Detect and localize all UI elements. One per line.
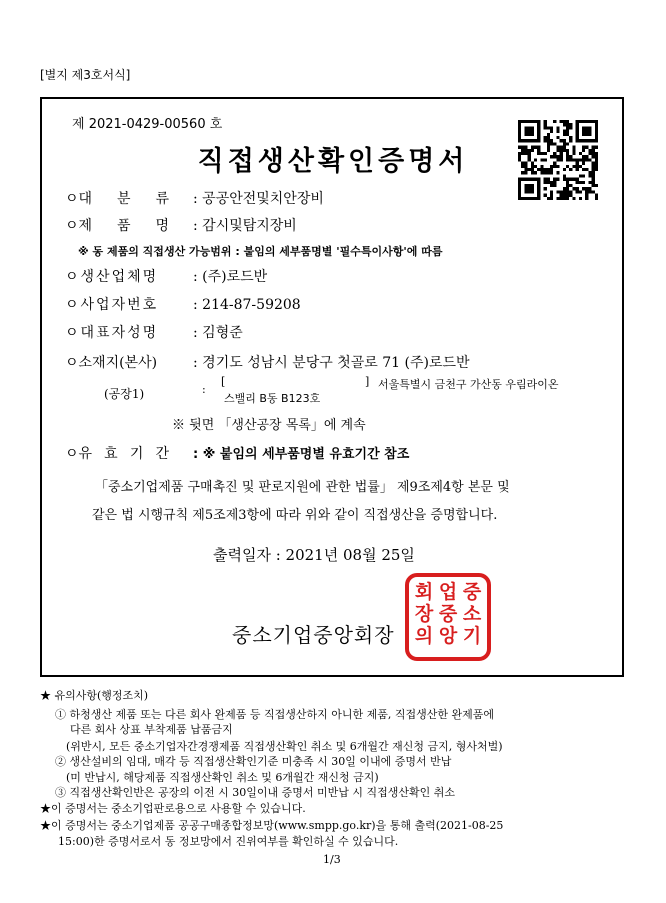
field-category-value: : 공공안전및치안장비 (193, 191, 324, 207)
qr-module (553, 120, 556, 123)
qr-module (544, 187, 547, 190)
qr-module (585, 187, 588, 190)
statement-line-1: 「중소기업제품 구매촉진 및 판로지원에 관한 법률」 제9조제4항 본문 및 (95, 480, 510, 495)
qr-module (595, 197, 598, 200)
qr-module (547, 197, 550, 200)
qr-module (563, 133, 566, 136)
field-product-value: : 감시및탐지장비 (193, 218, 297, 234)
seal-char: 장 (414, 603, 434, 625)
qr-module (566, 194, 569, 197)
field-ceo (65, 322, 243, 342)
form-label: [별지 제3호서식] (40, 68, 131, 82)
qr-module (556, 126, 559, 129)
qr-module (547, 126, 550, 129)
qr-module (563, 130, 566, 133)
qr-module (550, 190, 553, 193)
field-ceo-value: : 김형준 (193, 325, 243, 341)
note-item: ★이 증명서는 중소기업판로용으로 사용할 수 있습니다. (40, 802, 306, 815)
qr-module (563, 178, 566, 181)
qr-module (579, 181, 582, 184)
qr-module (544, 123, 547, 126)
page-number: 1/3 (323, 853, 341, 866)
qr-module (563, 197, 566, 200)
field-category (65, 188, 324, 208)
note-item: ★이 증명서는 중소기업제품 공공구매종합정보망(www.smpp.go.kr)을 통해 출력(2021-08-25 (40, 819, 504, 832)
qr-module (576, 190, 579, 193)
field-biz-number-value: : 214-87-59208 (193, 297, 301, 313)
field-ceo-label: ㅇ대표자성명 (65, 325, 159, 341)
field-product-label: ㅇ제 품 명 (65, 218, 169, 234)
qr-module (566, 120, 569, 123)
qr-finder (524, 184, 534, 194)
qr-module (588, 187, 591, 190)
qr-module (588, 181, 591, 184)
qr-module (553, 184, 556, 187)
qr-module (547, 181, 550, 184)
issuer-name: 중소기업중앙회장 (232, 623, 395, 647)
qr-module (585, 194, 588, 197)
qr-module (544, 181, 547, 184)
qr-finder (524, 126, 534, 136)
qr-module (547, 133, 550, 136)
qr-module (572, 178, 575, 181)
qr-module (592, 184, 595, 187)
qr-module (569, 178, 572, 181)
notes-heading: ★ 유의사항(행정조치) (40, 689, 149, 702)
qr-module (563, 123, 566, 126)
note-item: ① 하청생산 제품 또는 다른 회사 완제품 등 직접생산하지 아니한 제품, 직접생산한 완제품에 (55, 708, 494, 721)
qr-module (566, 133, 569, 136)
qr-module (550, 197, 553, 200)
note-item: (미 반납시, 해당제품 직접생산확인 취소 및 6개월간 재신청 금지) (66, 771, 379, 784)
field-validity-value: : ※ 붙임의 세부품명별 유효기간 참조 (193, 447, 410, 462)
field-category-label: ㅇ대 분 류 (65, 191, 169, 207)
seal-char: 중 (438, 603, 458, 625)
qr-module (544, 126, 547, 129)
field-address (65, 352, 470, 372)
qr-module (563, 194, 566, 197)
qr-module (544, 178, 547, 181)
qr-module (566, 197, 569, 200)
qr-module (592, 178, 595, 181)
note-item: (위반시, 모든 중소기업자간경쟁제품 직접생산확인 취소 및 6개월간 재신청 금지, 형사처벌) (66, 740, 503, 753)
back-note: ※ 뒷면 「생산공장 목록」에 계속 (172, 418, 366, 433)
seal-char: 업 (438, 581, 458, 603)
qr-module (553, 178, 556, 181)
qr-module (550, 126, 553, 129)
qr-module (585, 190, 588, 193)
qr-module (569, 184, 572, 187)
qr-module (556, 178, 559, 181)
note-item: ② 생산설비의 임대, 매각 등 직접생산확인기준 미충족 시 30일 이내에 증명서 반납 (55, 755, 452, 768)
qr-module (569, 194, 572, 197)
field-address-value: : 경기도 성남시 분당구 첫골로 71 (주)로드반 (193, 355, 470, 371)
note-item: 15:00)한 증명서로서 동 정보망에서 진위여부를 확인하실 수 있습니다. (58, 835, 399, 848)
note-item: 다른 회사 상표 부착제품 납품금지 (70, 723, 233, 736)
field-validity-label: ㅇ유 효 기 간 (65, 446, 169, 462)
qr-module (553, 181, 556, 184)
qr-module (579, 190, 582, 193)
print-date: 출력일자 : 2021년 08월 25일 (213, 546, 415, 564)
seal-char: 의 (414, 625, 434, 647)
qr-module (566, 187, 569, 190)
qr-module (550, 184, 553, 187)
seal-char: 소 (462, 603, 482, 625)
qr-module (595, 184, 598, 187)
scope-note: ※ 동 제품의 직접생산 가능범위 : 붙임의 세부품명별 '필수특이사항'에 따름 (78, 245, 443, 258)
qr-module (569, 190, 572, 193)
note-item: ③ 직접생산확인반은 공장의 이전 시 30일이내 증명서 미반납 시 직접생산확인 취소 (55, 786, 455, 799)
qr-module (566, 130, 569, 133)
qr-module (572, 197, 575, 200)
qr-module (566, 126, 569, 129)
qr-module (592, 190, 595, 193)
qr-module (566, 184, 569, 187)
official-seal-icon (404, 572, 492, 662)
qr-module (556, 190, 559, 193)
qr-module (566, 123, 569, 126)
qr-module (550, 130, 553, 133)
seal-char: 회 (414, 581, 434, 603)
statement-line-2: 같은 법 시행규칙 제5조제3항에 따라 위와 같이 직접생산을 증명합니다. (92, 508, 498, 523)
qr-module (556, 197, 559, 200)
qr-module (560, 120, 563, 123)
field-company (65, 266, 267, 286)
qr-module (576, 187, 579, 190)
seal-char: 앙 (438, 625, 458, 647)
qr-finder (582, 126, 592, 136)
seal-char: 중 (462, 581, 482, 603)
qr-module (544, 194, 547, 197)
qr-module (566, 181, 569, 184)
qr-module (544, 120, 547, 123)
qr-module (566, 190, 569, 193)
qr-module (588, 190, 591, 193)
qr-module (576, 178, 579, 181)
qr-module (560, 197, 563, 200)
qr-module (563, 190, 566, 193)
qr-module (556, 130, 559, 133)
factory-bracket-open: [ (221, 375, 226, 388)
factory-colon: : (202, 383, 206, 396)
field-biz-number (65, 294, 301, 314)
qr-module (560, 194, 563, 197)
field-company-value: : (주)로드반 (193, 269, 268, 285)
qr-module (563, 120, 566, 123)
qr-module (569, 126, 572, 129)
qr-module (560, 190, 563, 193)
qr-module (550, 194, 553, 197)
factory-bracket-close: ] (365, 375, 370, 388)
qr-module (579, 197, 582, 200)
page-title: 직접생산확인증명서 (197, 146, 469, 177)
qr-module (582, 181, 585, 184)
qr-module (563, 187, 566, 190)
qr-module (566, 178, 569, 181)
cert-number: 제 2021-0429-00560 호 (72, 117, 223, 132)
qr-module (592, 181, 595, 184)
field-product (65, 215, 297, 235)
field-company-label: ㅇ생산업체명 (65, 269, 159, 285)
factory-address-line2: 스밸리 B동 B123호 (224, 392, 321, 405)
qr-module (547, 178, 550, 181)
qr-module (595, 194, 598, 197)
qr-module (582, 187, 585, 190)
field-validity (65, 443, 409, 463)
seal-char: 기 (462, 625, 482, 647)
qr-module (569, 123, 572, 126)
qr-module (585, 197, 588, 200)
qr-module (576, 181, 579, 184)
factory-address-line1: 서울특별시 금천구 가산동 우림라이온 (378, 378, 559, 391)
qr-module (550, 181, 553, 184)
field-address-label: ㅇ소재지(본사) (65, 355, 158, 371)
qr-module (572, 187, 575, 190)
field-biz-number-label: ㅇ사업자번호 (65, 297, 159, 313)
factory-label: (공장1) (104, 387, 145, 401)
